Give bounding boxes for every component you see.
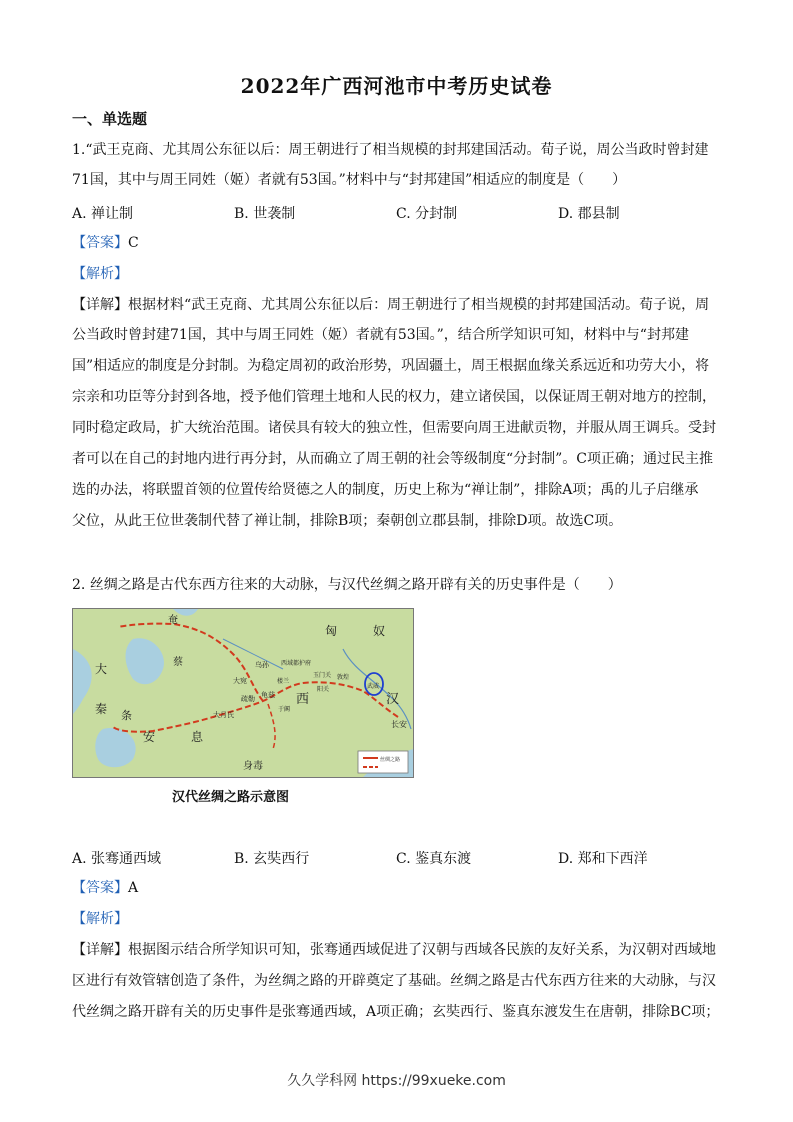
- map-label: 大宛: [233, 677, 247, 685]
- q1-detail-line-4: 宗亲和功臣等分封到各地，授予他们管理土地和人民的权力，建立诸侯国，以保证周王朝对地方的控制，: [72, 389, 716, 405]
- map-label: 秦: [95, 702, 108, 716]
- map-label: 长安: [391, 720, 407, 729]
- map-label: 疏勒: [241, 695, 255, 703]
- q2-option-c: C. 鉴真东渡: [396, 851, 472, 867]
- q1-stem-line-1: 1.“武王克商、尤其周公东征以后：周王朝进行了相当规模的封邦建国活动。荀子说，周公当政时曾封建: [72, 142, 709, 158]
- q2-option-d: D. 郑和下西洋: [558, 851, 648, 867]
- q1-stem-line-2: 71国，其中与周王同姓（姬）者就有53国。”材料中与“封邦建国”相适应的制度是（ ）: [72, 172, 627, 188]
- map-label: 身毒: [243, 761, 263, 772]
- q1-detail-line-1: 【详解】根据材料“武王克商、尤其周公东征以后：周王朝进行了相当规模的封邦建国活动。荀子说，周: [72, 297, 710, 313]
- q2-answer-label: 【答案】: [72, 880, 128, 896]
- q1-detail-line-3: 国”相适应的制度是分封制。为稳定周初的政治形势，巩固疆土，周王根据血缘关系远近和功劳大小，将: [72, 358, 710, 374]
- map-label: 于阗: [278, 706, 291, 713]
- q2-detail-line-3: 代丝绸之路开辟有关的历史事件是张骞通西域，A项正确；玄奘西行、鉴真东渡发生在唐朝，排除BC项；: [72, 1004, 720, 1020]
- page-title: 2022年广西河池市中考历史试卷: [240, 74, 553, 98]
- q1-answer-value: C: [128, 235, 139, 251]
- map-label: 西: [296, 692, 310, 707]
- map-label: 匈: [325, 624, 338, 638]
- q2-detail-line-1: 【详解】根据图示结合所学知识可知，张骞通西域促进了汉朝与西域各民族的友好关系，为汉朝对西域地: [72, 942, 716, 958]
- q2-option-b: B. 玄奘西行: [234, 851, 310, 867]
- map-label: 玉门关: [313, 672, 332, 679]
- map-label: 阳关: [317, 686, 330, 693]
- q1-option-a: A. 禅让制: [72, 206, 134, 222]
- silk-road-map-graphic: [73, 609, 413, 777]
- q1-detail-line-2: 公当政时曾封建71国，其中与周王同姓（姬）者就有53国。”，结合所学知识可知，材料中与“封邦建: [72, 327, 689, 343]
- q1-option-b: B. 世袭制: [234, 206, 296, 222]
- map-legend-label: 丝绸之路: [380, 757, 401, 763]
- map-label: 敦煌: [337, 674, 350, 681]
- q1-detail-line-6: 者可以在自己的封地内进行再分封，从而确立了周王朝的社会等级制度“分封制”。C项正确；通过民主推: [72, 451, 714, 467]
- map-label: 西域都护府: [281, 660, 312, 667]
- q1-answer-label: 【答案】: [72, 235, 128, 251]
- map-label: 楼兰: [277, 678, 290, 685]
- map-label: 汉: [386, 692, 400, 707]
- q1-option-d: D. 郡县制: [558, 206, 620, 222]
- q2-answer-value: A: [128, 880, 139, 896]
- q1-detail-line-8: 父位，从此王位世袭制代替了禅让制，排除B项；秦朝创立郡县制，排除D项。故选C项。: [72, 513, 623, 529]
- map-caption: 汉代丝绸之路示意图: [172, 790, 290, 805]
- section-heading: 一、单选题: [72, 110, 148, 128]
- q2-answer: [72, 878, 722, 898]
- map-label: 蔡: [173, 657, 183, 668]
- map-label: 乌孙: [255, 661, 269, 669]
- map-label: 大: [95, 662, 108, 676]
- map-label: 龟兹: [261, 691, 275, 699]
- silk-road-map: [72, 608, 414, 778]
- map-label: 武威: [367, 683, 380, 690]
- q2-option-a: A. 张骞通西域: [72, 851, 162, 867]
- map-label: 大月氏: [213, 711, 234, 719]
- q1-detail-line-7: 选的办法，将联盟首领的位置传给贤德之人的制度，历史上称为“禅让制”，排除A项；禹的儿子启继承: [72, 482, 699, 498]
- q1-analysis-label: 【解析】: [72, 266, 128, 282]
- q2-analysis-label: 【解析】: [72, 911, 128, 927]
- map-label: 奴: [373, 624, 386, 638]
- q2-stem: 2. 丝绸之路是古代东西方往来的大动脉，与汉代丝绸之路开辟有关的历史事件是（ ）: [72, 577, 622, 593]
- map-label: 奄: [168, 615, 178, 626]
- map-label: 息: [191, 730, 204, 744]
- map-label: 条: [121, 709, 132, 722]
- q1-answer: [72, 233, 722, 253]
- q1-detail-line-5: 同时稳定政局，扩大统治范围。诸侯具有较大的独立性，但需要向周王进献贡物，并服从周王调兵。受封: [72, 420, 716, 436]
- map-label: 安: [143, 730, 156, 744]
- q2-detail-line-2: 区进行有效管辖创造了条件，为丝绸之路的开辟奠定了基础。丝绸之路是古代东西方往来的大动脉，与汉: [72, 973, 716, 989]
- footer-watermark[interactable]: 久久学科网 https://99xueke.com: [287, 1073, 506, 1089]
- q1-option-c: C. 分封制: [396, 206, 458, 222]
